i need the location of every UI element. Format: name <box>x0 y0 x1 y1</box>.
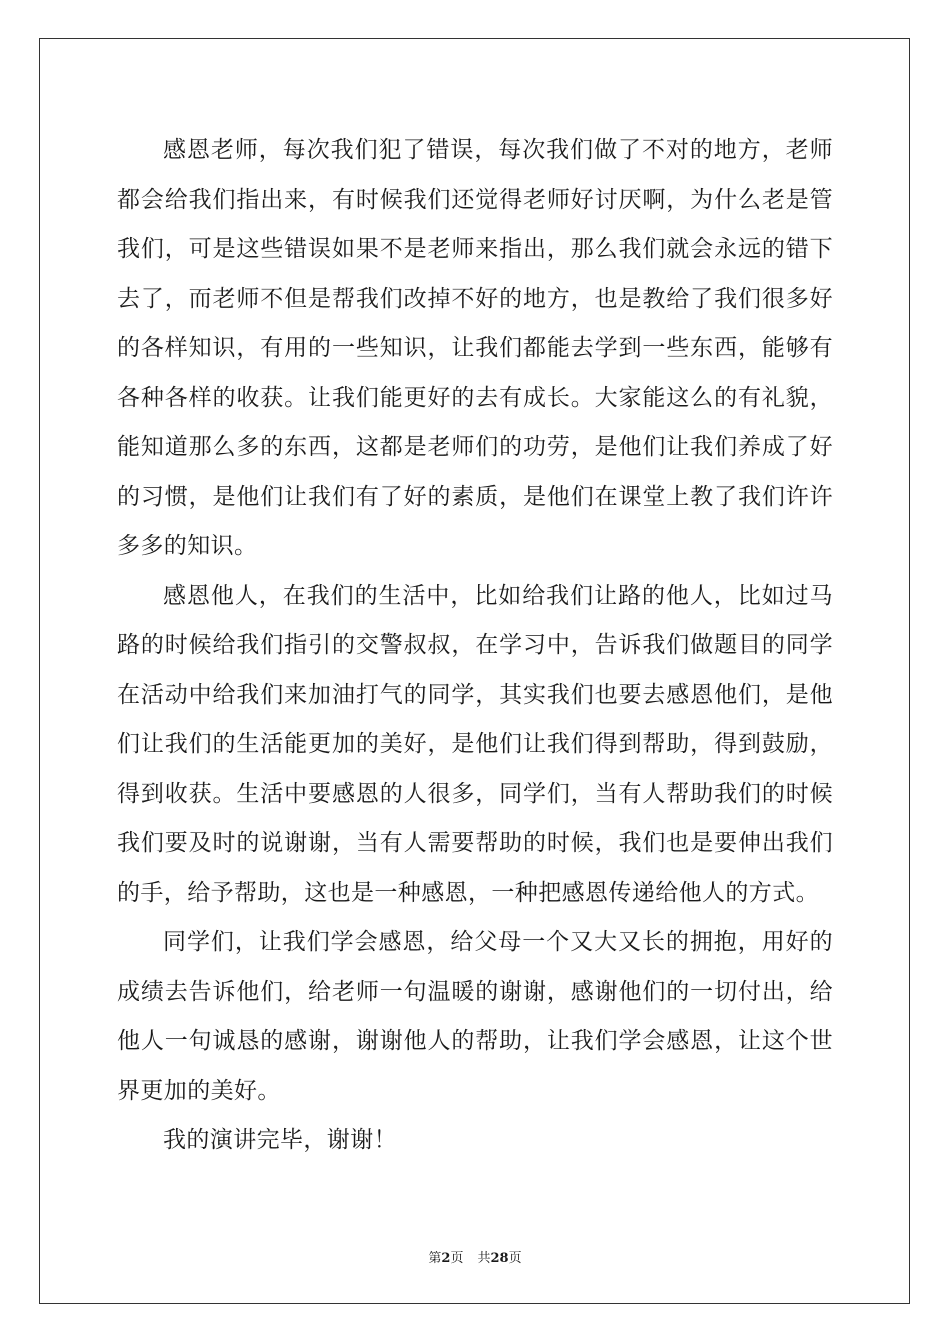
footer-total-suffix: 页 <box>508 1251 522 1266</box>
paragraph-thank-teachers: 感恩老师，每次我们犯了错误，每次我们做了不对的地方，老师都会给我们指出来，有时候我们还觉得老师好讨厌啊，为什么老是管我们，可是这些错误如果不是老师来指出，那么我们就会永远的错下去了，而老师不但是帮我们改掉不好的地方，也是教给了我们很多好的各样知识，有用的一些知识，让我们都能去学到一些东西，能够有各种各样的收获。让我们能更好的去有成长。大家能这么的有礼貌，能知道那么多的东西，这都是老师们的功劳，是他们让我们养成了好的习惯，是他们让我们有了好的素质，是他们在课堂上教了我们许许多多的知识。 <box>117 137 833 559</box>
footer-total-prefix: 共 <box>477 1251 491 1266</box>
footer-page-prefix: 第 <box>428 1251 442 1266</box>
document-body <box>117 126 833 1166</box>
paragraph-closing: 我的演讲完毕，谢谢！ <box>163 1127 397 1153</box>
footer-total-pages: 28 <box>490 1251 509 1266</box>
footer-page-suffix: 页 <box>450 1251 464 1266</box>
paragraph-learn-gratitude: 同学们，让我们学会感恩，给父母一个又大又长的拥抱，用好的成绩去告诉他们，给老师一句温暖的谢谢，感谢他们的一切付出，给他人一句诚恳的感谢，谢谢他人的帮助，让我们学会感恩，让这个世界更加的美好。 <box>117 929 833 1104</box>
page-footer <box>0 1247 950 1266</box>
footer-page-number: 2 <box>441 1251 451 1266</box>
paragraph-thank-others: 感恩他人，在我们的生活中，比如给我们让路的他人，比如过马路的时候给我们指引的交警叔叔，在学习中，告诉我们做题目的同学在活动中给我们来加油打气的同学，其实我们也要去感恩他们，是他们让我们的生活能更加的美好，是他们让我们得到帮助，得到鼓励，得到收获。生活中要感恩的人很多，同学们，当有人帮助我们的时候我们要及时的说谢谢，当有人需要帮助的时候，我们也是要伸出我们的手，给予帮助，这也是一种感恩，一种把感恩传递给他人的方式。 <box>117 582 833 906</box>
